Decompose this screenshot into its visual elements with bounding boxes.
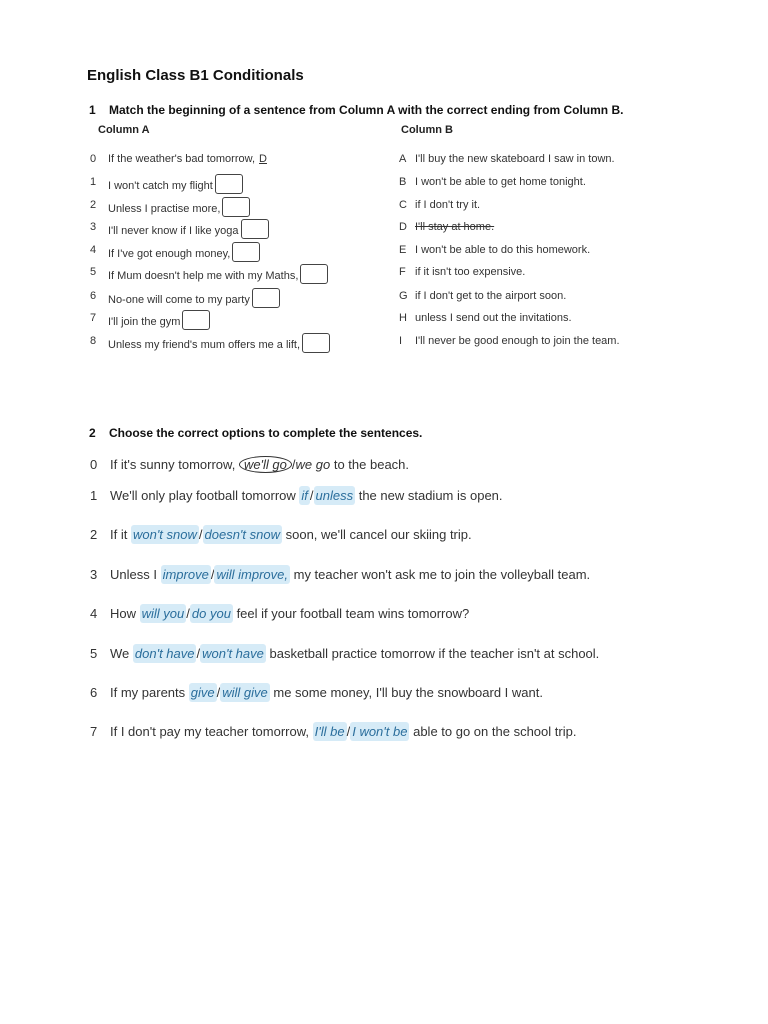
option-2[interactable]: do you <box>191 606 231 621</box>
row-number: 5 <box>90 646 98 661</box>
row-number: 1 <box>90 488 98 503</box>
sentence-end: able to go on the school trip. <box>413 724 577 739</box>
match-row <box>0 149 768 171</box>
option-separator: / <box>196 646 201 661</box>
sentence-start: If it <box>110 527 128 542</box>
row-number: 5 <box>90 266 97 278</box>
answer-box[interactable] <box>241 219 269 239</box>
option-2[interactable]: won't have <box>202 646 264 661</box>
sentence <box>110 567 590 582</box>
option-separator: / <box>346 724 351 739</box>
sentence-beginning: If the weather's bad tomorrow, <box>108 153 256 165</box>
option-letter: B <box>399 176 407 188</box>
column-a-text <box>108 244 260 264</box>
option-separator: / <box>210 567 215 582</box>
match-row <box>0 172 768 194</box>
row-number: 6 <box>90 290 97 302</box>
option-letter: D <box>399 221 407 233</box>
sentence-ending: if I don't try it. <box>415 199 481 211</box>
options-row <box>0 562 768 588</box>
option-letter: H <box>399 312 407 324</box>
options-row <box>0 452 768 478</box>
sentence-end: to the beach. <box>333 457 410 472</box>
sentence-ending: I won't be able to do this homework. <box>415 244 591 256</box>
option-1[interactable]: I'll be <box>314 724 345 739</box>
column-a-text <box>108 290 280 310</box>
sentence-end: feel if your football team wins tomorrow? <box>236 606 470 621</box>
sentence-beginning: Unless my friend's mum offers me a lift, <box>108 338 301 351</box>
row-number: 1 <box>90 176 97 188</box>
match-row <box>0 195 768 217</box>
column-a-header: Column A <box>98 124 150 136</box>
option-1[interactable]: don't have <box>134 646 195 661</box>
option-letter: G <box>399 290 408 302</box>
sentence-end: me some money, I'll buy the snowboard I want. <box>273 685 543 700</box>
row-number: 0 <box>90 457 98 472</box>
column-a-text <box>108 266 328 286</box>
option-1[interactable]: will you <box>141 606 185 621</box>
option-1[interactable]: improve <box>162 567 209 582</box>
options-row <box>0 483 768 509</box>
column-a-text <box>108 199 250 219</box>
sentence-beginning: If Mum doesn't help me with my Maths, <box>108 269 299 282</box>
column-a-text <box>108 176 243 196</box>
option-letter: E <box>399 244 407 256</box>
options-row <box>0 641 768 667</box>
sentence <box>110 646 599 661</box>
sentence <box>110 685 543 700</box>
sentence-start: If I don't pay my teacher tomorrow, <box>110 724 310 739</box>
sentence <box>110 457 409 472</box>
options-row <box>0 680 768 706</box>
row-number: 8 <box>90 335 97 347</box>
exercise-2-number: 2 <box>89 426 96 440</box>
sentence-start: How <box>110 606 137 621</box>
sentence-start: Unless I <box>110 567 157 582</box>
answer-box[interactable] <box>232 242 260 262</box>
column-a-text <box>108 312 210 332</box>
match-row <box>0 331 768 353</box>
match-row <box>0 286 768 308</box>
answer-box[interactable] <box>222 197 250 217</box>
option-separator: / <box>309 488 314 503</box>
sentence-start: We <box>110 646 130 661</box>
sentence <box>110 488 503 503</box>
option-letter: F <box>399 266 406 278</box>
column-a-text <box>108 335 330 355</box>
options-row <box>0 601 768 627</box>
option-1[interactable]: won't snow <box>132 527 197 542</box>
sentence-beginning: Unless I practise more, <box>108 202 221 215</box>
answer-box[interactable] <box>215 174 243 194</box>
row-number: 3 <box>90 567 98 582</box>
options-row <box>0 522 768 548</box>
sentence-beginning: I'll join the gym <box>108 315 181 328</box>
sentence-end: soon, we'll cancel our skiing trip. <box>285 527 472 542</box>
option-1[interactable]: give <box>190 685 215 700</box>
sentence-end: basketball practice tomorrow if the teacher isn't at school. <box>269 646 600 661</box>
sentence-ending: I won't be able to get home tonight. <box>415 176 586 188</box>
row-number: 4 <box>90 606 98 621</box>
sentence-start: We'll only play football tomorrow <box>110 488 296 503</box>
option-separator: / <box>198 527 203 542</box>
sentence-end: the new stadium is open. <box>358 488 503 503</box>
sentence-ending: I'll buy the new skateboard I saw in town. <box>415 153 615 165</box>
option-letter: A <box>399 153 407 165</box>
option-2[interactable]: will give <box>222 685 268 700</box>
sentence-ending: I'll stay at home. <box>415 221 495 233</box>
option-letter: I <box>399 335 403 347</box>
sentence-beginning: I won't catch my flight <box>108 179 213 192</box>
match-row <box>0 308 768 330</box>
answer-box[interactable] <box>302 333 330 353</box>
sentence-ending: I'll never be good enough to join the team. <box>415 335 620 347</box>
option-separator: / <box>186 606 190 621</box>
exercise-2-instruction: Choose the correct options to complete the sentences. <box>109 426 423 440</box>
exercise-1-number: 1 <box>89 103 96 117</box>
row-number: 4 <box>90 244 97 256</box>
column-a-text <box>108 221 269 241</box>
row-number: 7 <box>90 724 98 739</box>
row-number: 7 <box>90 312 97 324</box>
exercise-1-instruction: Match the beginning of a sentence from Column A with the correct ending from Column B. <box>109 103 624 117</box>
sentence-beginning: No-one will come to my party <box>108 293 250 306</box>
row-number: 2 <box>90 199 97 211</box>
match-row <box>0 217 768 239</box>
sentence-ending: unless I send out the invitations. <box>415 312 572 324</box>
match-row <box>0 262 768 284</box>
options-row <box>0 719 768 745</box>
sentence <box>110 527 472 542</box>
option-separator: / <box>216 685 221 700</box>
option-letter: C <box>399 199 407 211</box>
sentence <box>110 606 469 621</box>
sentence <box>110 724 576 739</box>
column-b-header: Column B <box>401 124 453 136</box>
row-number: 3 <box>90 221 97 233</box>
row-number: 6 <box>90 685 98 700</box>
sentence-ending: if it isn't too expensive. <box>415 266 526 278</box>
option-2[interactable]: we go <box>295 457 331 472</box>
option-2[interactable]: I won't be <box>352 724 408 739</box>
row-number: 2 <box>90 527 98 542</box>
exercise-1-heading <box>89 103 623 117</box>
sentence-start: If it's sunny tomorrow, <box>110 457 236 472</box>
option-2[interactable]: unless <box>315 488 354 503</box>
option-2[interactable]: will improve, <box>216 567 288 582</box>
sentence-beginning: If I've got enough money, <box>108 247 231 260</box>
sentence-start: If my parents <box>110 685 186 700</box>
sentence-ending: if I don't get to the airport soon. <box>415 290 567 302</box>
match-row <box>0 240 768 262</box>
answer-box[interactable] <box>182 310 210 330</box>
option-2[interactable]: doesn't snow <box>204 527 280 542</box>
sentence-end: my teacher won't ask me to join the volleyball team. <box>293 567 591 582</box>
exercise-2-heading <box>89 426 422 440</box>
page-title: English Class B1 Conditionals <box>87 67 304 84</box>
example-answer: D <box>259 153 267 165</box>
option-1[interactable]: if <box>301 488 308 503</box>
option-1[interactable]: we'll go <box>239 456 292 473</box>
sentence-beginning: I'll never know if I like yoga <box>108 224 239 237</box>
option-separator: / <box>291 457 296 472</box>
row-number: 0 <box>90 153 97 165</box>
answer-box[interactable] <box>300 264 328 284</box>
column-a-text <box>108 153 267 165</box>
answer-box[interactable] <box>252 288 280 308</box>
